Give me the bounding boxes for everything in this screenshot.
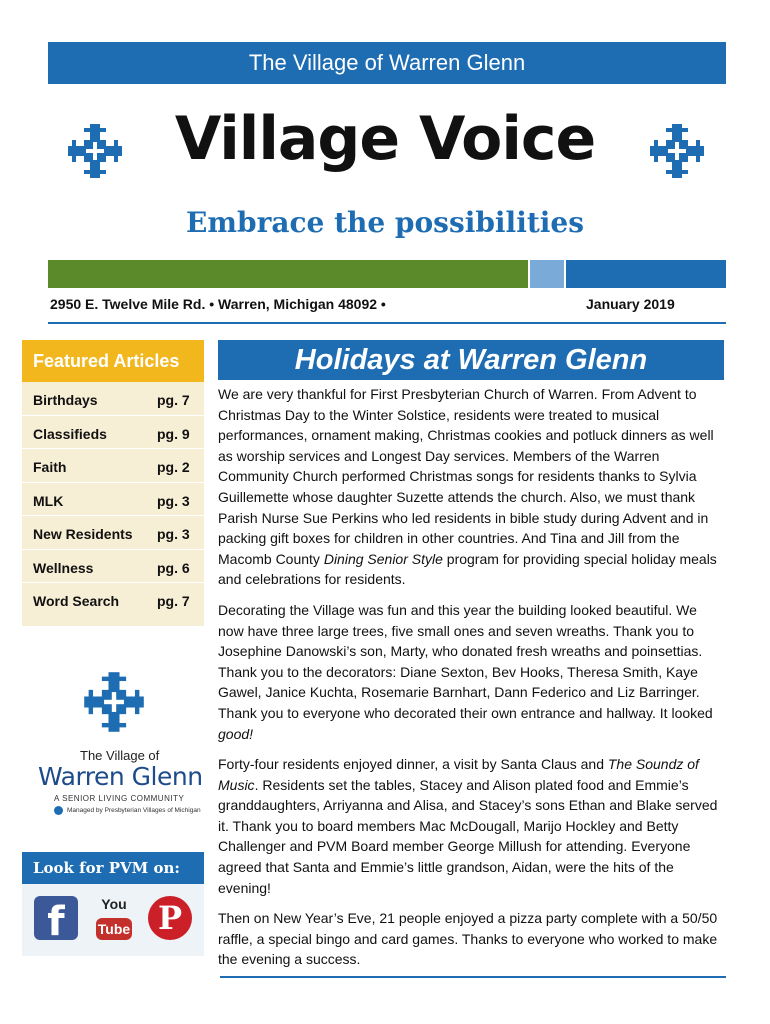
featured-articles-panel xyxy=(22,340,204,626)
featured-item[interactable] xyxy=(22,550,204,584)
newsletter-title: Village Voice xyxy=(174,104,596,174)
decorative-bar-blue xyxy=(566,260,726,288)
warren-glenn-logo xyxy=(22,660,204,830)
article-paragraph: Decorating the Village was fun and this year the building looked beautiful. We now have three large trees, five small ones and seven wreaths. Thank you to Josephine Danowski’s son, Marty, who donated fresh wreaths and poinsettias. Thank you to the decorators: Diane Sexton, Bev Hooks, Theresa Smith, Kaye Gawel, Janice Kuchta, Rosemarie Barnhart, Dann Federico and Liz Barringer. Thank you to everyone who decorated their own entrance and hallway. It looked good! xyxy=(218,601,713,742)
cross-emblem-icon xyxy=(648,122,706,180)
pvm-badge-icon xyxy=(54,806,63,815)
header-divider xyxy=(48,322,726,324)
cross-emblem-icon xyxy=(82,670,146,734)
featured-item-name: Word Search xyxy=(33,593,120,609)
social-icons-row xyxy=(22,884,204,954)
facebook-icon[interactable]: f xyxy=(34,896,78,940)
decorative-bar-lightblue xyxy=(530,260,564,288)
featured-item[interactable] xyxy=(22,416,204,450)
tagline: Embrace the possibilities xyxy=(186,206,584,239)
featured-item-page: pg. 3 xyxy=(157,526,190,542)
logo-text-line1: The Village of xyxy=(80,748,160,763)
featured-item-name: Faith xyxy=(33,459,67,475)
featured-item-page: pg. 7 xyxy=(157,392,190,408)
featured-item[interactable] xyxy=(22,382,204,416)
featured-item[interactable] xyxy=(22,449,204,483)
social-heading: Look for PVM on: xyxy=(22,852,204,884)
featured-item-page: pg. 9 xyxy=(157,425,190,442)
featured-item[interactable] xyxy=(22,583,204,617)
decorative-bar-green xyxy=(48,260,528,288)
top-banner: The Village of Warren Glenn xyxy=(48,42,726,84)
article-title: Holidays at Warren Glenn xyxy=(218,340,724,380)
featured-item-page: pg. 6 xyxy=(157,559,190,576)
youtube-icon[interactable] xyxy=(92,896,136,940)
logo-text-name: Warren Glenn xyxy=(38,762,203,791)
article-paragraph: Then on New Year’s Eve, 21 people enjoyed a pizza party complete with a 50/50 raffle, a special bingo and card games. Thanks to everyone who worked to make the evening a success. xyxy=(218,910,718,968)
featured-item[interactable] xyxy=(22,516,204,550)
featured-item-name: Classifieds xyxy=(33,425,107,442)
featured-item-page: pg. 3 xyxy=(157,492,190,509)
featured-item-page: pg. 2 xyxy=(157,459,190,475)
issue-date: January 2019 xyxy=(586,296,675,312)
pinterest-icon[interactable]: P xyxy=(148,896,192,940)
featured-item-name: Wellness xyxy=(33,559,94,576)
article-paragraph: We are very thankful for First Presbyterian Church of Warren. From Advent to Christmas Day to the Winter Solstice, residents were treated to musical performances, ornament making, Christmas cookies and potluck dinners as well as worship services and Longest Day services. Members of the Warren Community Church performed Christmas songs for residents thanks to Sylvia Guillemette whose daughter Suzette attends the church. Also, we must thank Parish Nurse Sue Perkins who led residents in bible study during Advent and in packing gift boxes for children in other countries. And Tina and Jill from the Macomb County Dining Senior Style program for providing special holiday meals and celebrations for residents. xyxy=(218,386,717,588)
logo-text-subtitle: A SENIOR LIVING COMMUNITY xyxy=(54,794,185,803)
logo-text-managed xyxy=(54,806,201,815)
featured-item-page: pg. 7 xyxy=(157,593,190,609)
featured-item[interactable] xyxy=(22,483,204,517)
youtube-icon-top: You xyxy=(101,896,127,912)
footer-divider xyxy=(220,976,726,978)
featured-articles-heading: Featured Articles xyxy=(22,340,204,382)
featured-item-name: MLK xyxy=(33,492,64,509)
address-line: 2950 E. Twelve Mile Rd. • Warren, Michigan 48092 • xyxy=(50,296,386,312)
featured-item-name: Birthdays xyxy=(33,392,98,408)
article-body xyxy=(218,384,726,980)
youtube-icon-bottom: Tube xyxy=(96,918,132,940)
article-paragraph: Forty-four residents enjoyed dinner, a visit by Santa Claus and The Soundz of Music. Residents set the tables, Stacey and Alison plated food and Emmie’s granddaughters, Arriyanna and Alisa, and Stacey’s sons Ethan and Blake served it. Thank you to board members Mac McDougall, Marijo Hockley and Betty Challenger and PVM Board member George Millush for attending. Everyone agreed that Santa and Emmie’s little grandson, Aidan, were the hits of the evening! xyxy=(218,756,718,896)
logo-managed-label: Managed by Presbyterian Villages of Michigan xyxy=(67,807,201,815)
featured-item-name: New Residents xyxy=(33,526,133,542)
social-panel xyxy=(22,852,204,956)
